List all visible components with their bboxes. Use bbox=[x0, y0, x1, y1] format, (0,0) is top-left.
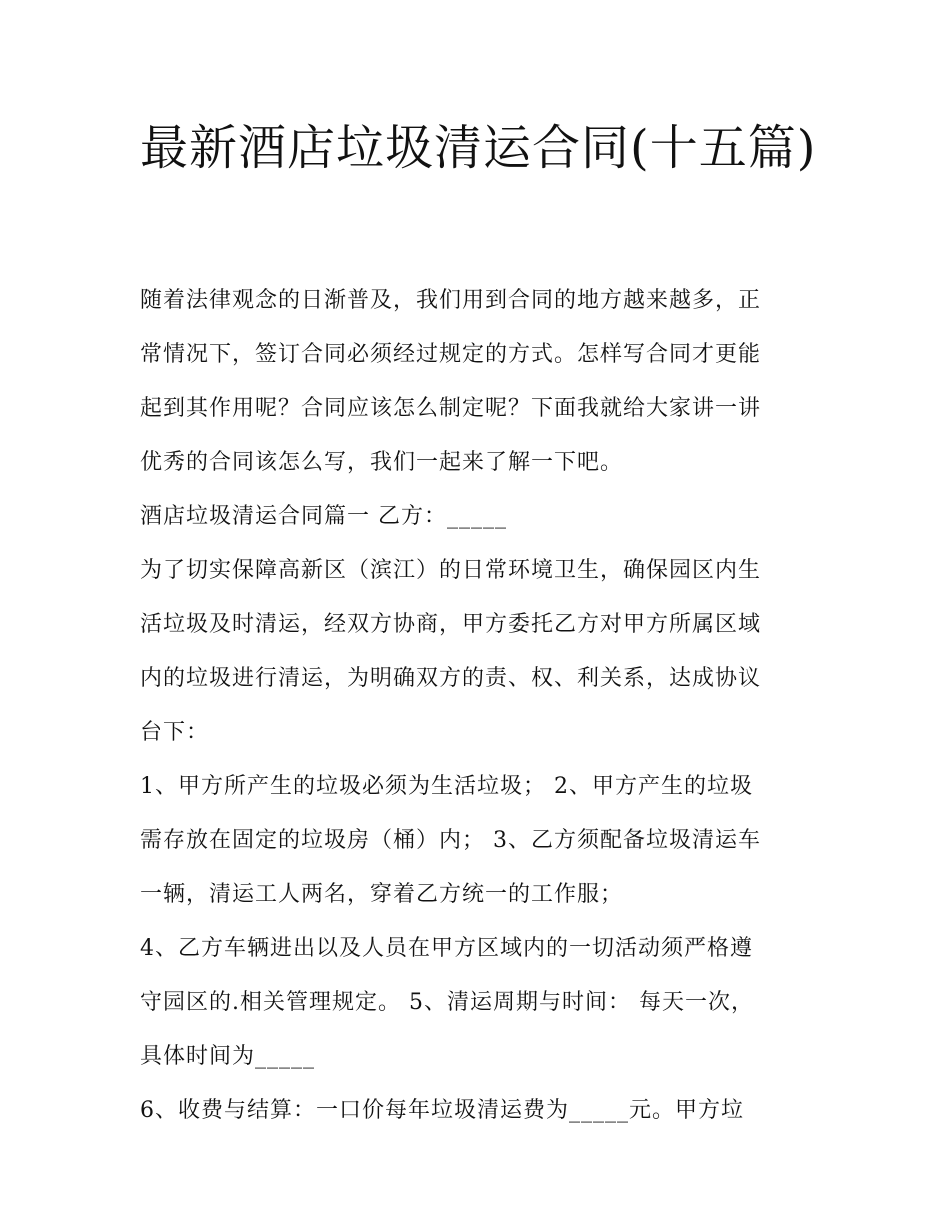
body-line: 内的垃圾进行清运，为明确双方的责、权、利关系，达成协议 bbox=[140, 666, 762, 691]
document-body bbox=[140, 274, 820, 1138]
body-line: 台下： bbox=[140, 720, 210, 745]
body-line: 为了切实保障高新区（滨江）的日常环境卫生，确保园区内生 bbox=[140, 558, 762, 583]
body-line: 起到其作用呢？合同应该怎么制定呢？下面我就给大家讲一讲 bbox=[140, 396, 762, 421]
body-line: 优秀的合同该怎么写，我们一起来了解一下吧。 bbox=[140, 450, 624, 475]
section-heading-line: 酒店垃圾清运合同篇一 乙方：_____ bbox=[140, 504, 507, 529]
clause-line: 一辆，清运工人两名，穿着乙方统一的工作服； bbox=[140, 882, 624, 907]
clause-line: 4、乙方车辆进出以及人员在甲方区域内的一切活动须严格遵 bbox=[140, 936, 753, 961]
clause-line: 守园区的.相关管理规定。 5、清运周期与时间： 每天一次， bbox=[140, 990, 754, 1015]
body-line: 随着法律观念的日渐普及，我们用到合同的地方越来越多，正 bbox=[140, 288, 762, 313]
clause-line: 1、甲方所产生的垃圾必须为生活垃圾； 2、甲方产生的垃圾 bbox=[140, 774, 753, 799]
clause-line: 6、收费与结算：一口价每年垃圾清运费为_____元。甲方垃 bbox=[140, 1098, 744, 1123]
clause-line: 具体时间为_____ bbox=[140, 1044, 316, 1069]
body-line: 常情况下，签订合同必须经过规定的方式。怎样写合同才更能 bbox=[140, 342, 762, 367]
body-line: 活垃圾及时清运，经双方协商，甲方委托乙方对甲方所属区域 bbox=[140, 612, 762, 637]
clause-line: 需存放在固定的垃圾房（桶）内； 3、乙方须配备垃圾清运车 bbox=[140, 828, 761, 853]
document-title: 最新酒店垃圾清运合同(十五篇) bbox=[140, 120, 817, 176]
